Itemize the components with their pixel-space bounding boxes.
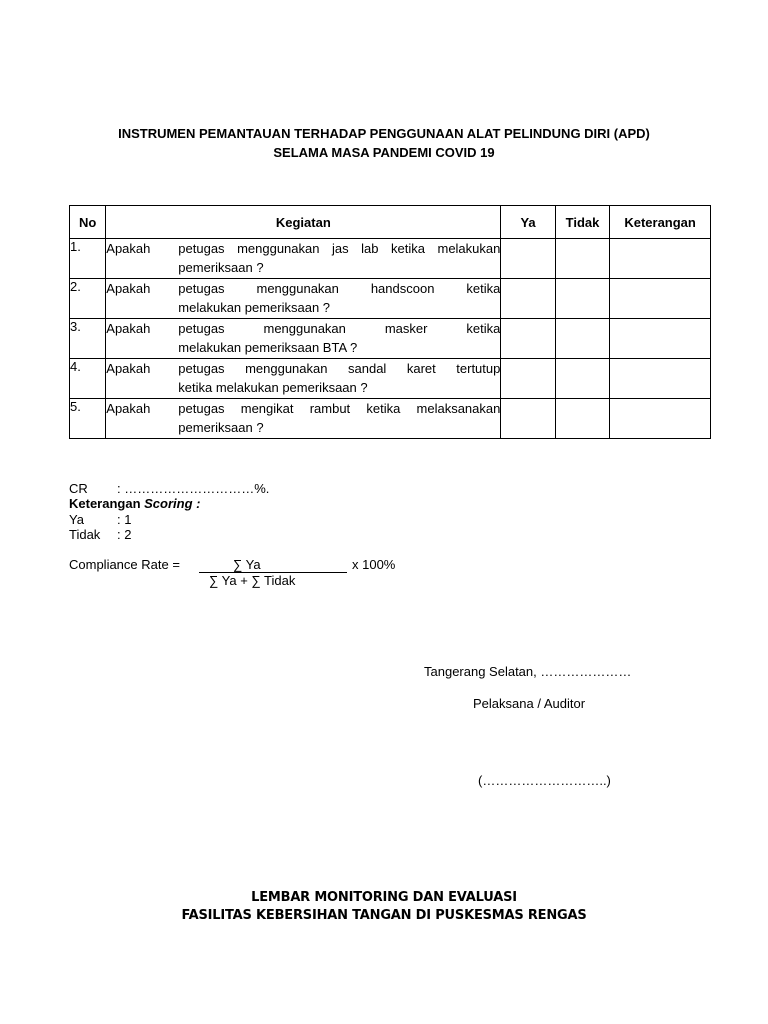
activity-cell xyxy=(106,399,501,439)
tidak-cell[interactable] xyxy=(555,279,609,319)
table-row xyxy=(70,239,711,279)
ya-cell[interactable] xyxy=(501,279,555,319)
document-title-line-2: SELAMA MASA PANDEMI COVID 19 xyxy=(273,145,495,160)
table-row xyxy=(70,399,711,439)
keterangan-cell[interactable] xyxy=(610,239,711,279)
apd-checklist-table xyxy=(69,205,711,439)
keterangan-cell[interactable] xyxy=(610,359,711,399)
cr-label: CR xyxy=(69,481,88,496)
signature-name-blank[interactable]: (………………………..) xyxy=(478,773,611,788)
row-number: 2. xyxy=(70,279,106,319)
header-tidak: Tidak xyxy=(555,206,609,239)
place-date-line[interactable]: Tangerang Selatan, ………………… xyxy=(424,664,632,679)
activity-prefix: Apakah xyxy=(106,401,151,416)
activity-text-line-1: petugas menggunakan sandal karet tertutup xyxy=(178,361,501,376)
activity-text-line-1: petugas menggunakan masker ketika xyxy=(178,321,501,336)
row-number: 3. xyxy=(70,319,106,359)
activity-text-line-2: melakukan pemeriksaan BTA ? xyxy=(178,340,358,355)
activity-text-line-2: pemeriksaan ? xyxy=(178,420,264,435)
ya-score-value: : 1 xyxy=(117,512,132,527)
table-row xyxy=(70,359,711,399)
activity-cell xyxy=(106,359,501,399)
ya-score-label: Ya xyxy=(69,512,84,527)
activity-cell xyxy=(106,239,501,279)
row-number: 4. xyxy=(70,359,106,399)
signer-role: Pelaksana / Auditor xyxy=(473,696,586,711)
activity-prefix: Apakah xyxy=(106,361,151,376)
formula-numerator: ∑ Ya xyxy=(199,557,347,573)
activity-prefix: Apakah xyxy=(106,241,151,256)
activity-text-line-2: pemeriksaan ? xyxy=(178,260,264,275)
tidak-cell[interactable] xyxy=(555,239,609,279)
scoring-heading-italic: Scoring : xyxy=(144,496,201,511)
footer-title-line-2: FASILITAS KEBERSIHAN TANGAN DI PUSKESMAS RENGAS xyxy=(181,908,587,923)
header-ya: Ya xyxy=(501,206,555,239)
keterangan-cell[interactable] xyxy=(610,279,711,319)
activity-text-line-1: petugas menggunakan handscoon ketika xyxy=(178,281,501,296)
activity-text-line-2: ketika melakukan pemeriksaan ? xyxy=(178,380,368,395)
row-number: 5. xyxy=(70,399,106,439)
keterangan-cell[interactable] xyxy=(610,319,711,359)
activity-text-line-2: melakukan pemeriksaan ? xyxy=(178,300,331,315)
ya-cell[interactable] xyxy=(501,239,555,279)
ya-cell[interactable] xyxy=(501,359,555,399)
header-no: No xyxy=(70,206,106,239)
row-number: 1. xyxy=(70,239,106,279)
activity-prefix: Apakah xyxy=(106,281,151,296)
scoring-heading-text: Keterangan xyxy=(69,496,145,511)
activity-cell xyxy=(106,319,501,359)
table-row xyxy=(70,319,711,359)
tidak-score-value: : 2 xyxy=(117,527,132,542)
compliance-rate-label: Compliance Rate = xyxy=(69,557,180,572)
tidak-cell[interactable] xyxy=(555,359,609,399)
tidak-cell[interactable] xyxy=(555,399,609,439)
tidak-cell[interactable] xyxy=(555,319,609,359)
activity-cell xyxy=(106,279,501,319)
cr-value-blank[interactable]: : …………………………%. xyxy=(117,481,270,496)
tidak-score-label: Tidak xyxy=(69,527,101,542)
footer-title-line-1: LEMBAR MONITORING DAN EVALUASI xyxy=(251,890,517,905)
activity-prefix: Apakah xyxy=(106,321,151,336)
scoring-legend-heading xyxy=(69,496,200,512)
header-kegiatan: Kegiatan xyxy=(106,206,501,239)
formula-multiplier: x 100% xyxy=(352,557,396,572)
activity-text-line-1: petugas menggunakan jas lab ketika melakukan xyxy=(178,241,501,256)
activity-text-line-1: petugas mengikat rambut ketika melaksanakan xyxy=(178,401,501,416)
ya-cell[interactable] xyxy=(501,319,555,359)
table-header-row xyxy=(70,206,711,239)
table-row xyxy=(70,279,711,319)
document-title-line-1: INSTRUMEN PEMANTAUAN TERHADAP PENGGUNAAN ALAT PELINDUNG DIRI (APD) xyxy=(118,126,650,141)
header-keterangan: Keterangan xyxy=(610,206,711,239)
keterangan-cell[interactable] xyxy=(610,399,711,439)
ya-cell[interactable] xyxy=(501,399,555,439)
formula-denominator: ∑ Ya + ∑ Tidak xyxy=(209,573,296,588)
